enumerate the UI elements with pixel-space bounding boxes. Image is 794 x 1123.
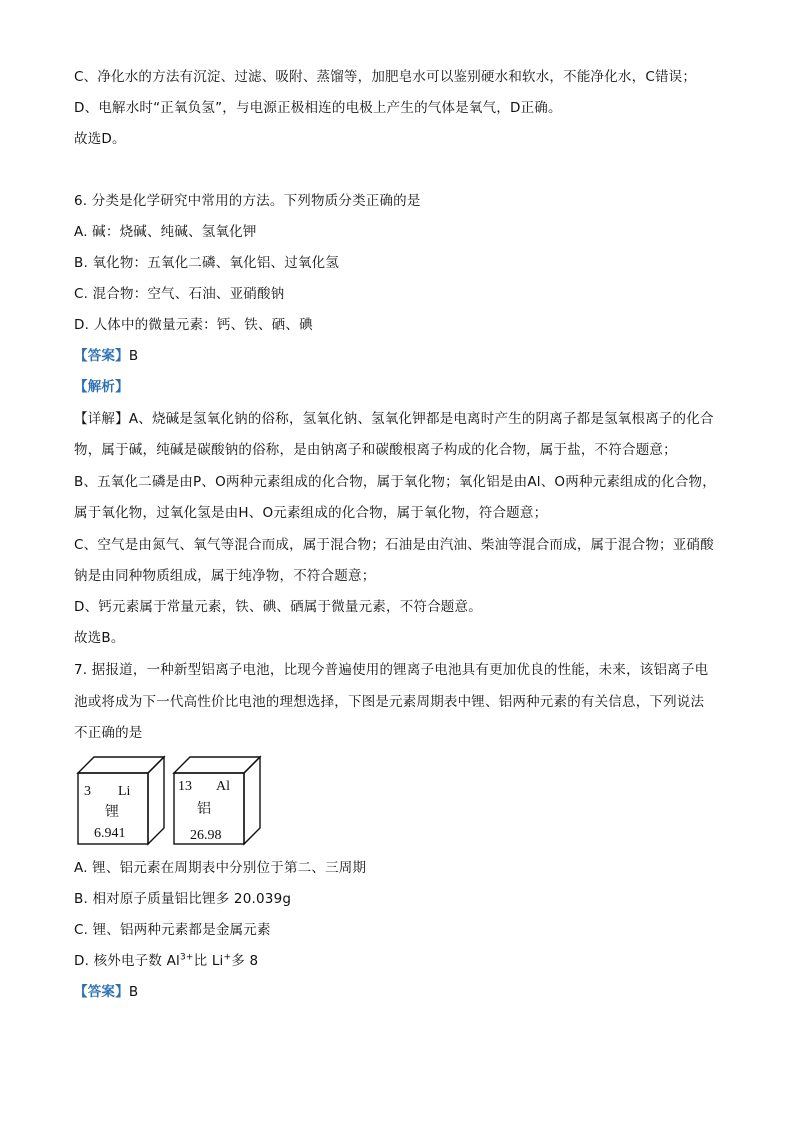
explanation-line — [74, 410, 714, 428]
explanation-line: D、钙元素属于常量元素，铁、碘、硒属于微量元素，不符合题意。 — [74, 599, 482, 615]
element-number: 3 — [84, 784, 91, 799]
explanation-line: 物，属于碱，纯碱是碳酸钠的俗称，是由钠离子和碳酸根离子构成的化合物，属于盐，不符合题意； — [74, 442, 677, 458]
question-7-stem: 池或将成为下一代高性价比电池的理想选择，下图是元素周期表中锂、铝两种元素的有关信息，下列说法 — [74, 694, 705, 710]
explanation-line: 属于氧化物，过氧化氢是由H、O元素组成的化合物，属于氧化物，符合题意； — [74, 505, 548, 521]
question-7-option-a: A. 锂、铝元素在周期表中分别位于第二、三周期 — [74, 860, 367, 876]
element-name: 锂 — [105, 804, 119, 820]
answer-value: B — [128, 984, 139, 1000]
question-7-option-d — [74, 952, 258, 970]
answer-tag: 【答案】 — [74, 984, 129, 1000]
question-7-option-c: C. 锂、铝两种元素都是金属元素 — [74, 922, 271, 938]
text-line: 故选D。 — [74, 131, 126, 147]
option-text: 多 8 — [231, 953, 259, 969]
element-symbol: Al — [216, 779, 230, 794]
element-number: 13 — [178, 779, 192, 794]
question-6-stem: 6. 分类是化学研究中常用的方法。下列物质分类正确的是 — [74, 193, 421, 209]
analysis-tag: 【解析】 — [74, 379, 129, 395]
answer-tag: 【答案】 — [74, 348, 129, 364]
question-6-option-d: D. 人体中的微量元素：钙、铁、硒、碘 — [74, 317, 313, 333]
text-line: D、电解水时“正氧负氢”，与电源正极相连的电极上产生的气体是氧气，D正确。 — [74, 100, 562, 116]
element-symbol: Li — [118, 784, 131, 799]
question-7-option-b: B. 相对原子质量铝比锂多 20.039g — [74, 891, 292, 907]
element-mass: 26.98 — [190, 828, 222, 843]
explanation-line: B、五氧化二磷是由P、O两种元素组成的化合物，属于氧化物；氧化铝是由Al、O两种元素组成的化合物， — [74, 474, 716, 490]
question-6-option-a: A. 碱：烧碱、纯碱、氢氧化钾 — [74, 224, 257, 240]
question-7-stem: 不正确的是 — [74, 725, 143, 741]
periodic-table-figure — [74, 753, 274, 853]
explanation-text: A、烧碱是氢氧化钠的俗称，氢氧化钠、氢氧化钾都是电离时产生的阴离子都是氢氧根离子的化合 — [128, 411, 714, 427]
element-name: 铝 — [197, 801, 211, 817]
analysis-heading — [74, 378, 129, 396]
answer-7 — [74, 983, 138, 1001]
explanation-line: 故选B。 — [74, 630, 125, 646]
answer-6 — [74, 347, 138, 365]
text-line: C、净化水的方法有沉淀、过滤、吸附、蒸馏等，加肥皂水可以鉴别硬水和软水，不能净化水，C错误； — [74, 69, 697, 85]
element-mass: 6.941 — [94, 826, 126, 841]
explanation-line: 钠是由同种物质组成，属于纯净物，不符合题意； — [74, 568, 376, 584]
answer-value: B — [128, 348, 139, 364]
element-cell-aluminium — [174, 757, 260, 844]
charge-superscript: + — [223, 952, 232, 963]
explanation-line: C、空气是由氮气、氧气等混合而成，属于混合物；石油是由汽油、柴油等混合而成，属于混合物；亚硝酸 — [74, 537, 714, 553]
question-6-option-b: B. 氧化物：五氧化二磷、氧化铝、过氧化氢 — [74, 255, 340, 271]
charge-superscript: 3+ — [179, 952, 194, 963]
question-6-option-c: C. 混合物：空气、石油、亚硝酸钠 — [74, 286, 285, 302]
periodic-table-cells — [74, 753, 274, 853]
question-7-stem: 7. 据报道，一种新型铝离子电池，比现今普遍使用的锂离子电池具有更加优良的性能，未来，该铝离子电 — [74, 662, 709, 678]
option-text: D. 核外电子数 Al — [74, 953, 180, 969]
option-text: 比 Li — [193, 953, 224, 969]
detail-tag: 【详解】 — [74, 411, 129, 427]
element-cell-lithium — [78, 757, 164, 844]
